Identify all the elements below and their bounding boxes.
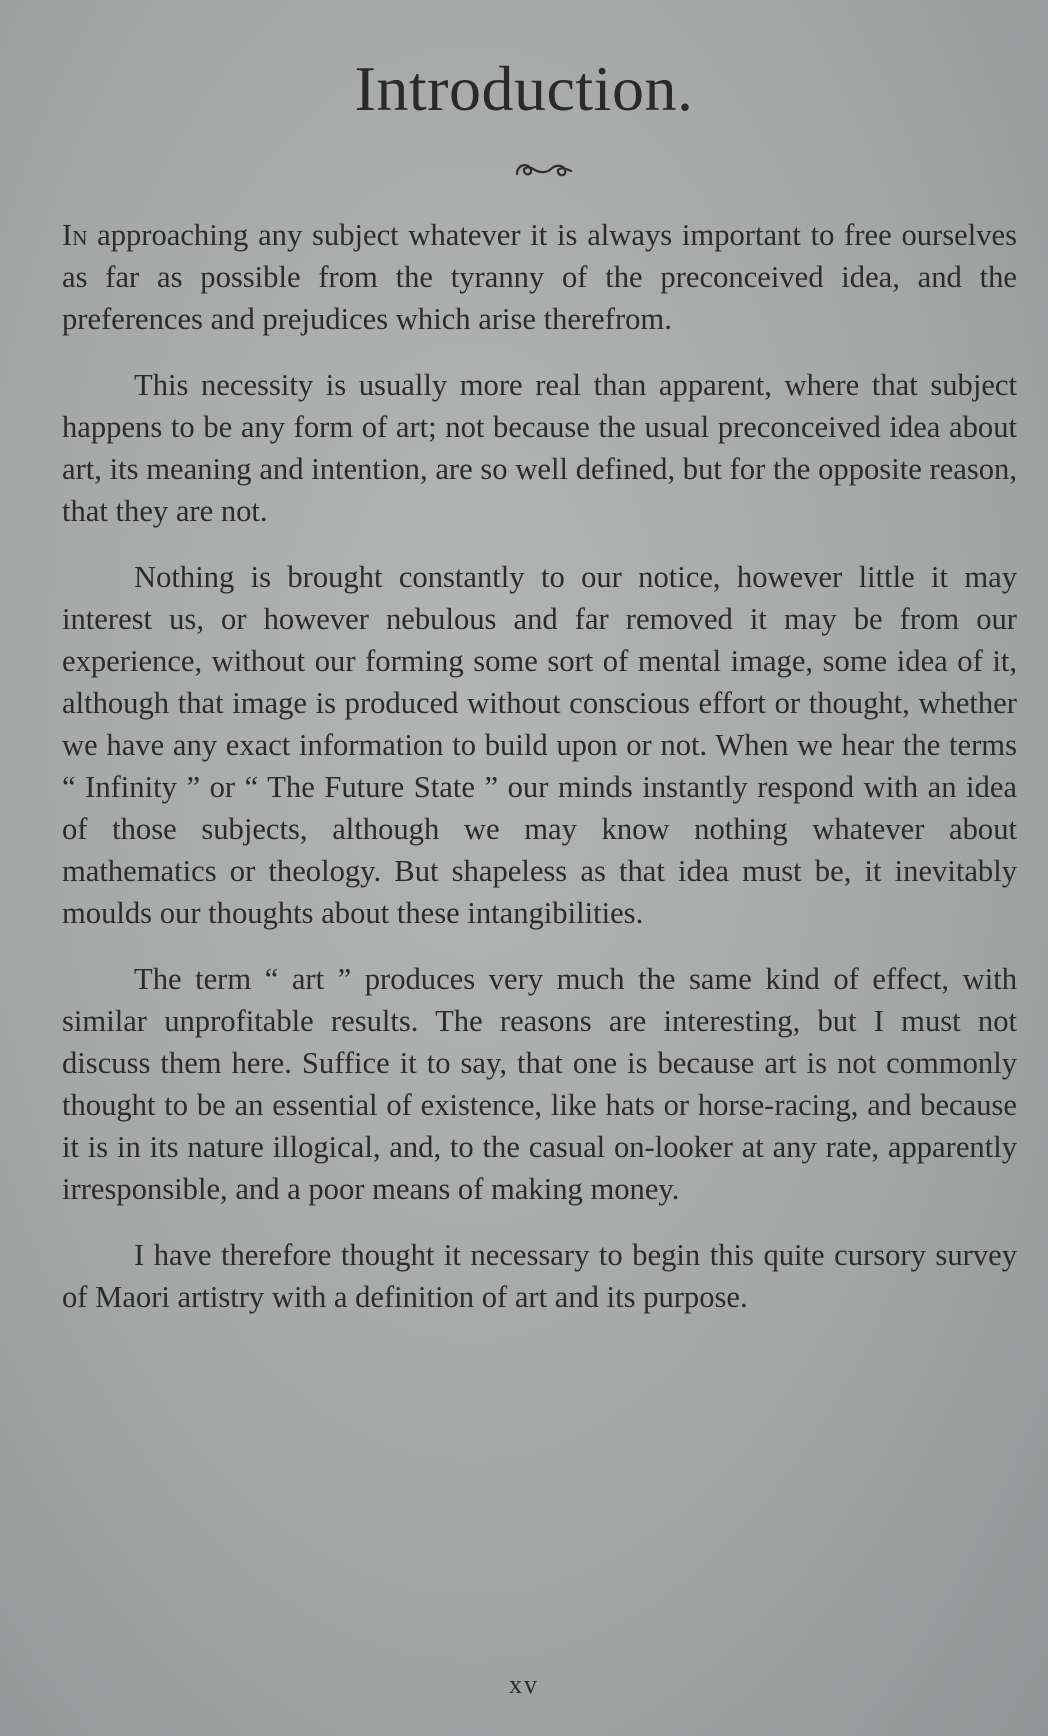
chapter-title: Introduction.	[354, 53, 694, 124]
paragraph-2: This necessity is usually more real than apparent, where that subject happens to be any form of art; not because the usual preconceived idea about art, its meaning and intention, are so well defined, but for the opposite reason, that they are not.	[62, 368, 1017, 528]
paragraph-1	[62, 214, 1017, 340]
drop-lead-word: In	[62, 218, 88, 252]
paragraph-1-text: approaching any subject whatever it is always important to free ourselves as far as possible from the tyranny of the preconceived idea, and the preferences and prejudices which arise therefrom.	[62, 218, 1017, 336]
scroll-flourish-icon	[513, 158, 575, 182]
page-number: xv	[509, 1670, 539, 1699]
paragraph-3: Nothing is brought constantly to our notice, however little it may interest us, or however nebulous and far removed it may be from our experience, without our forming some sort of mental image, some idea of it, although that image is produced without conscious effort or thought, whether we have any exact information to build upon or not. When we hear the terms “ Infinity ” or “ The Future State ” our minds instantly respond with an idea of those subjects, although we may know nothing whatever about mathematics or theology. But shapeless as that idea must be, it inevitably moulds our thoughts about these intangibilities.	[62, 560, 1017, 930]
paragraph-5: I have therefore thought it necessary to begin this quite cursory survey of Maori artistry with a definition of art and its purpose.	[62, 1238, 1017, 1314]
paragraph-4: The term “ art ” produces very much the same kind of effect, with similar unprofitable results. The reasons are interesting, but I must not discuss them here. Suffice it to say, that one is because art is not commonly thought to be an essential of existence, like hats or horse-racing, and because it is in its nature illogical, and, to the casual on-looker at any rate, apparently irresponsible, and a poor means of making money.	[62, 962, 1017, 1206]
body-text	[62, 214, 1017, 1342]
